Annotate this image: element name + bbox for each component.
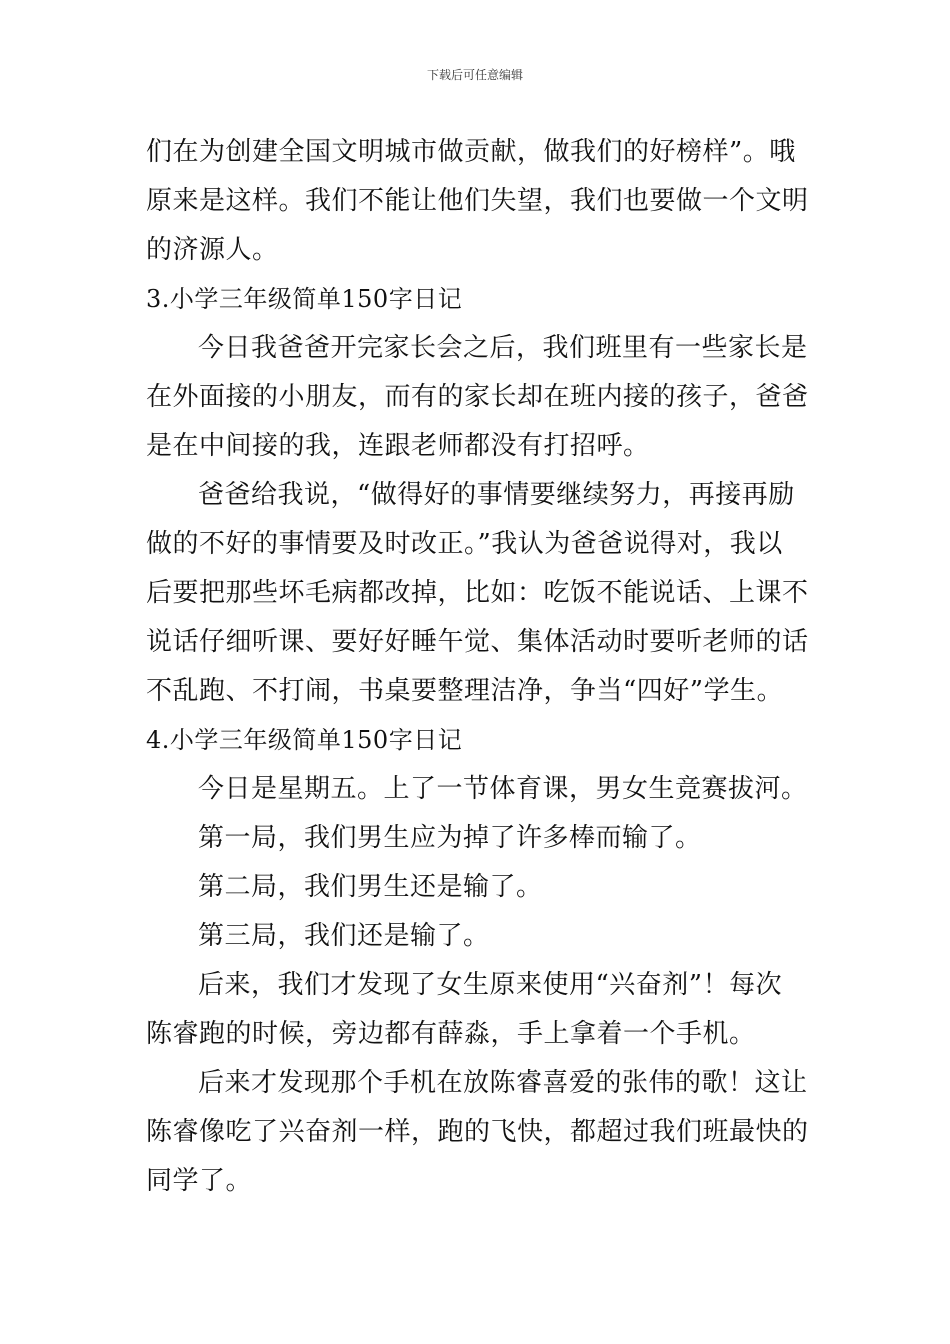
text-line: 不乱跑、不打闹，书桌要整理洁净，争当“四好”学生。 <box>146 676 784 706</box>
text-line: 说话仔细听课、要好好睡午觉、集体活动时要听老师的话 <box>146 627 809 657</box>
text-line: 同学了。 <box>146 1166 253 1196</box>
text-line: 后要把那些坏毛病都改掉，比如：吃饭不能说话、上课不 <box>146 578 809 608</box>
text-line: 今日是星期五。上了一节体育课，男女生竞赛拔河。 <box>198 774 808 804</box>
text-line: 今日我爸爸开完家长会之后，我们班里有一些家长是 <box>198 333 808 363</box>
document-body <box>146 128 810 1206</box>
text-line: 第二局，我们男生还是输了。 <box>198 872 543 902</box>
section-heading: 3.小学三年级简单150字日记 <box>146 285 463 313</box>
text-line: 们在为创建全国文明城市做贡献，做我们的好榜样”。哦 <box>146 137 796 167</box>
text-line: 第一局，我们男生应为掉了许多棒而输了。 <box>198 823 702 853</box>
text-line: 后来才发现那个手机在放陈睿喜爱的张伟的歌！这让 <box>198 1068 808 1098</box>
text-line: 的济源人。 <box>146 235 279 265</box>
section-heading: 4.小学三年级简单150字日记 <box>146 726 463 754</box>
text-line: 陈睿跑的时候，旁边都有薛淼，手上拿着一个手机。 <box>146 1019 756 1049</box>
text-line: 做的不好的事情要及时改正。”我认为爸爸说得对，我以 <box>146 529 783 559</box>
page-header-note: 下载后可任意编辑 <box>426 68 523 82</box>
text-line: 在外面接的小朋友，而有的家长却在班内接的孩子，爸爸 <box>146 382 809 412</box>
text-line: 爸爸给我说，“做得好的事情要继续努力，再接再励 <box>198 480 795 510</box>
text-line: 是在中间接的我，连跟老师都没有打招呼。 <box>146 431 650 461</box>
text-line: 陈睿像吃了兴奋剂一样，跑的飞快，都超过我们班最快的 <box>146 1117 809 1147</box>
text-line: 后来，我们才发现了女生原来使用“兴奋剂”！每次 <box>198 970 783 1000</box>
text-line: 原来是这样。我们不能让他们失望，我们也要做一个文明 <box>146 186 809 216</box>
text-line: 第三局，我们还是输了。 <box>198 921 490 951</box>
